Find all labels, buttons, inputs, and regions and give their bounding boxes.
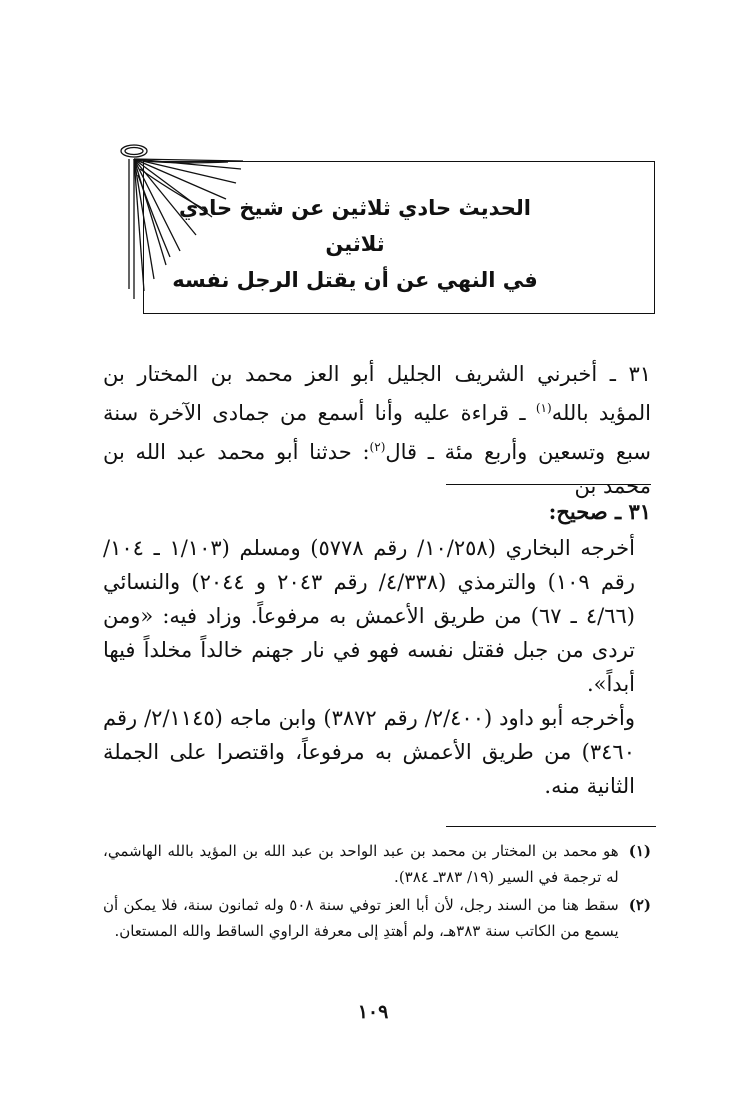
takhrij-paragraph-2: وأخرجه أبو داود (٢/٤٠٠/ رقم ٣٨٧٢) وابن ماجه (٢/١١٤٥/ رقم ٣٤٦٠) من طريق الأعمش به مرفوعاً، واقتصرا على الجملة الثانية منه. — [103, 706, 635, 798]
footnote-number: (٢) — [628, 896, 651, 914]
page-number: ١٠٩ — [357, 1001, 389, 1023]
hadith-text-part-1: ٣١ ـ أخبرني الشريف الجليل أبو العز محمد بن المختار بن المؤيد بالله — [103, 362, 651, 425]
footnote-divider — [446, 826, 656, 827]
footnote-text: سقط هنا من السند رجل، لأن أبا العز توفي سنة ٥٠٨ وله ثمانون سنة، فلا يمكن أن يسمع من الكاتب سنة ٣٨٣هـ، ولم أهتدِ إلى معرفة الراوي الساقط والله المستعان. — [103, 896, 619, 940]
footnote-number: (١) — [628, 842, 651, 860]
section-divider — [446, 484, 651, 485]
takhrij-paragraph-1: أخرجه البخاري (١٠/٢٥٨/ رقم ٥٧٧٨) ومسلم (١/١٠٣ ـ ١٠٤/ رقم ١٠٩) والترمذي (٤/٣٣٨/ رقم ٢٠٤٣ و ٢٠٤٤) والنسائي (٤/٦٦ ـ ٦٧) من طريق الأعمش به مرفوعاً. وزاد فيه: «ومن تردى من جبل فقتل نفسه فهو في نار جهنم خالداً مخلداً فيها أبداً». — [103, 536, 635, 696]
footnote-ref-1: (١) — [535, 401, 552, 415]
hadith-text-part-2: ـ قراءة عليه وأنا أسمع من جمادى الآخرة سنة سبع وتسعين وأربع مئة ـ قال — [103, 401, 651, 464]
hadith-text — [103, 357, 651, 503]
footnote-text: هو محمد بن المختار بن محمد بن عبد الواحد بن عبد الله بن المؤيد بالله الهاشمي، له ترجمة في السير (١٩/ ٣٨٣ـ ٣٨٤). — [103, 842, 619, 886]
footnote-2 — [103, 892, 651, 944]
hadith-text-part-3: : حدثنا أبو محمد عبد الله بن محمد بن — [103, 440, 651, 498]
takhrij-notes — [103, 531, 651, 803]
title-line-1: الحديث حادي ثلاثين عن شيخ حادي ثلاثين — [179, 196, 531, 256]
footnote-ref-2: (٢) — [369, 440, 386, 454]
notes-heading: ٣١ ـ صحيح: — [548, 499, 651, 524]
chapter-title — [150, 190, 560, 298]
footnote-1 — [103, 838, 651, 890]
footnotes — [103, 838, 651, 946]
title-line-2: في النهي عن أن يقتل الرجل نفسه — [172, 268, 538, 292]
